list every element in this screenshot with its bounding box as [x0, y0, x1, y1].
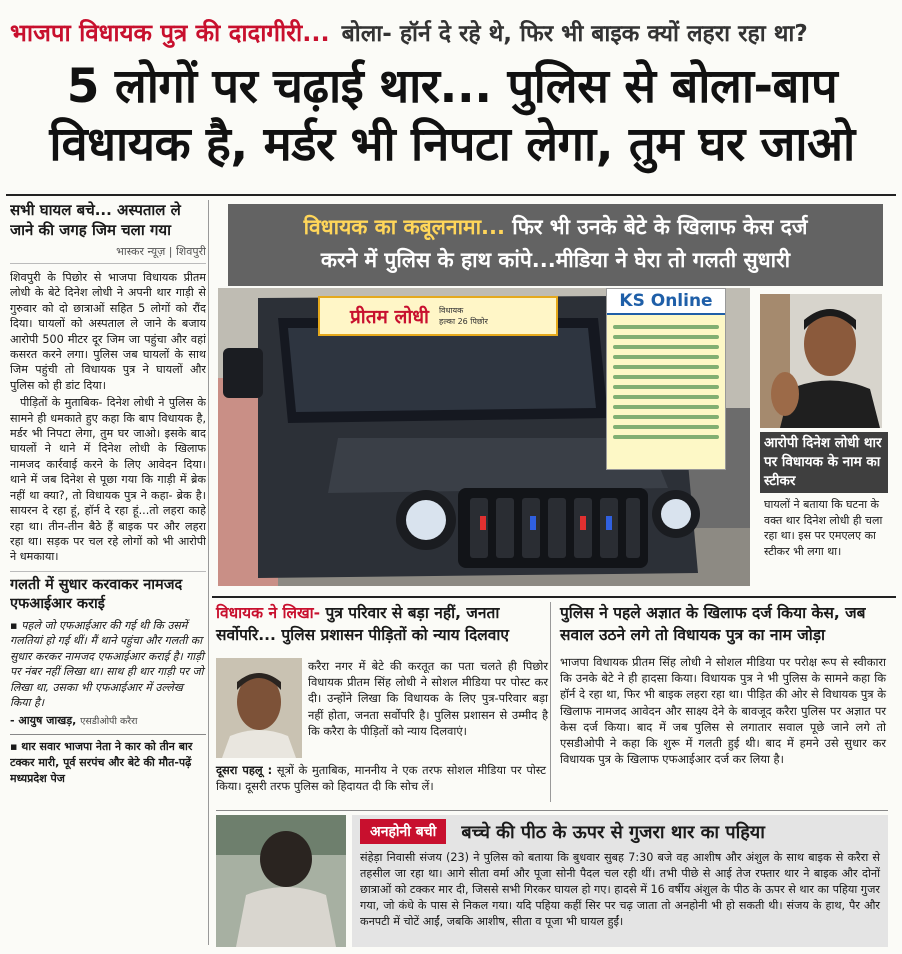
headline-line-1: 5 लोगों पर चढ़ाई थार... पुलिस से बोला-बाप: [66, 59, 838, 114]
banner-yellow: विधायक का कबूलनामा...: [303, 215, 505, 239]
sticker-role: विधायक हल्का 26 पिछोर: [438, 306, 488, 326]
accused-portrait-illustration: [760, 294, 882, 428]
headline-rule: [6, 194, 896, 196]
shop-sign: [606, 288, 726, 470]
sdop-quote: [10, 618, 206, 711]
byline: भास्कर न्यूज़ | शिवपुरी: [10, 244, 206, 264]
quote-text: पहले जो एफआईआर की गई थी कि उसमें गलतियां हो गई थीं। मैं थाने पहुंचा और गलती का सुधार करकर नामजद एफआईआर कराई है। गाड़ी पर नंबर नहीं लिखा था। साथ ही थार गाड़ी पर जो लिखा था, उसका भी एफआईआर में उल्लेख किया है।: [10, 618, 204, 710]
banner-line-1: [228, 211, 883, 244]
side-caption-title: आरोपी दिनेश लोधी थार पर विधायक के नाम का स्टीकर: [760, 432, 888, 493]
child-photo-illustration: [216, 815, 346, 947]
left-column: [10, 200, 206, 945]
mla-post-headline: [216, 602, 546, 646]
left-subhead: गलती में सुधार करवाकर नामजद एफआईआर कराई: [10, 571, 206, 614]
fir-story: [560, 602, 886, 767]
kicker-grey: बोला- हॉर्न दे रहे थे, फिर भी बाइक क्यों लहरा रहा था?: [341, 21, 808, 47]
related-teaser: [10, 734, 206, 787]
teaser-text: थार सवार भाजपा नेता ने कार को तीन बार टक्कर मारी, पूर्व सरपंच और बेटे की मौत-पढ़ें मध्यप्रदेश पेज: [10, 739, 193, 785]
sticker-name: प्रीतम लोधी: [350, 306, 429, 328]
mla-post-story: [216, 602, 548, 794]
side-caption: [760, 432, 888, 563]
fir-headline: पुलिस ने पहले अज्ञात के खिलाफ दर्ज किया केस, जब सवाल उठने लगे तो विधायक पुत्र का नाम जोड़ा: [560, 604, 866, 644]
mid-rule: [212, 596, 896, 598]
headline-line-2: विधायक है, मर्डर भी निपटा लेगा, तुम घर जाओ: [49, 117, 855, 172]
escape-box: [352, 815, 888, 947]
main-headline: [10, 58, 894, 174]
second-aspect: [216, 762, 546, 794]
grey-banner: [228, 204, 883, 286]
mla-sticker: [318, 296, 558, 336]
child-photo: [216, 815, 346, 947]
left-para-2: पीड़ितों के मुताबिक- दिनेश लोधी ने पुलिस के सामने ही धमकाते हुए कहा कि बाप विधायक है, मर्डर भी निपटा लेगा, तुम घर जाओ। इसके बाद घायलों ने थाने में दिनेश लोधी के खिलाफ नामजद कार्रवाई करने के लिए आवेदन दिया। थाने में जब दिनेश से पूछा गया कि गाड़ी में ब्रेक नहीं था क्या?, तो विधायक पुत्र ने कहा- ब्रेक है। सायरन दे रहा हूं, हॉर्न दे रहा हूं...तो लहरा काहे रहा था। तीन-तीन बैठे हैं बाइक पर और लहरा रहा था। सड़क पर चल रहे लोगों को भी आरोपी ने धमकाया।: [10, 396, 206, 564]
shop-sign-lines: [607, 315, 725, 449]
mla-portrait-illustration: [216, 658, 302, 758]
thar-photo: [218, 288, 750, 586]
bullet-icon: ▪: [10, 618, 22, 632]
mla-post-red: विधायक ने लिखा-: [216, 604, 321, 622]
escape-text: संहेड़ा निवासी संजय (23) ने पुलिस को बताया कि बुधवार सुबह 7:30 बजे वह आशीष और अंशुल के साथ बाइक से करैरा से तहसील जा रहा था। आगे सीता वर्मा और पूजा सोनी पैदल चल रही थीं। तभी पीछे से आई तेज रफ्तार थार ने बाइक और दोनों छात्राओं को टक्कर मार दी, जिससे सभी गिरकर घायल हो गए। हादसे में 16 वर्षीय अंशुल के पीठ के ऊपर से थार का पहिया गुजर गया, जो कंधे के पास से निकल गया। यदि पहिया कहीं सिर पर चढ़ जाता तो अनहोनी भी हो सकती थी। संजय के हाथ, पैर और कनपटी में चोटें आईं, जबकि आशीष, सीता व पूजा भी घायल हुईं।: [360, 851, 880, 928]
escape-story: [216, 810, 888, 946]
side-caption-body: घायलों ने बताया कि घटना के वक्त थार दिनेश लोधी ही चला रहा था। इस पर एमएलए का स्टीकर भी लगा था।: [764, 498, 883, 558]
column-divider: [208, 200, 209, 945]
banner-white-1: फिर भी उनके बेटे के खिलाफ केस दर्ज: [512, 215, 808, 239]
kicker-red: भाजपा विधायक पुत्र की दादागीरी...: [10, 18, 330, 47]
escape-tag: अनहोनी बची: [360, 819, 446, 844]
left-headline: सभी घायल बचे... अस्पताल ले जाने की जगह जिम चला गया: [10, 201, 181, 239]
escape-headline: बच्चे की पीठ के ऊपर से गुजरा थार का पहिया: [461, 821, 765, 843]
quote-signature: [10, 713, 206, 728]
left-para-1: शिवपुरी के पिछोर से भाजपा विधायक प्रीतम लोधी के बेटे दिनेश लोधी ने अपनी थार गाड़ी से गुरुवार को दो छात्राओं सहित 5 लोगों को रौंद दिया। घायलों को अस्पताल ले जाने के बजाय आरोपी 500 मीटर दूर जिम जा पहुंचा और वहां कसरत करने लगा। पुलिस जब घायलों के साथ जिम पहुंची तो विधायक पुत्र ने घायलों और पुलिस को ही डांट दिया।: [10, 271, 206, 392]
second-aspect-label: दूसरा पहलू :: [216, 763, 273, 777]
accused-portrait: [760, 294, 882, 428]
story-divider: [550, 602, 551, 802]
sig-role: एसडीओपी करैरा: [80, 715, 138, 727]
mla-portrait: [216, 658, 302, 758]
mla-post-text: करैरा नगर में बेटे की करतूत का पता चलते ही पिछोर विधायक प्रीतम सिंह लोधी ने सोशल मीडिया पर पोस्ट कर दी। उन्होंने लिखा कि विधायक के लिए पुत्र-परिवार बड़ा नहीं होता, जनता सर्वोपरि है। पुलिस प्रशासन से उम्मीद है कि करैरा के पीड़ितों को न्याय दिलवाएं।: [308, 659, 548, 738]
bullet-icon: ▪: [10, 739, 22, 753]
mla-post-head-rest: पुत्र परिवार से बड़ा नहीं, जनता सर्वोपरि... पुलिस प्रशासन पीड़ितों को न्याय दिलवाए: [216, 604, 509, 644]
fir-text: भाजपा विधायक प्रीतम सिंह लोधी ने सोशल मीडिया पर परोक्ष रूप से स्वीकारा कि उनके बेटे ने ही हादसा किया। विधायक पुत्र ने भी पुलिस के सामने कहा कि हॉर्न दे रहा था, फिर भी बाइक लहरा रहा था। पीड़ित की ओर से विधायक पुत्र के खिलाफ नामजद आवेदन और साक्ष्य देने के बावजूद करैरा पुलिस पर अज्ञात पर केस दर्ज किया। बाद में जब पुलिस से लगातार सवाल पूछे जाने लगे तो एसडीओपी ने कहा कि शुरू में गलती हुई थी। बाद में हमने उसे सुधार कर विधायक पुत्र के खिलाफ एफआईआर दर्ज कर लिया है।: [560, 655, 886, 767]
second-aspect-text: सूत्रों के मुताबिक, माननीय ने एक तरफ सोशल मीडिया पर पोस्ट किया। दूसरी तरफ पुलिस को हिदायत दी कि सोच लें।: [216, 763, 546, 794]
banner-line-2: करने में पुलिस के हाथ कांपे...मीडिया ने घेरा तो गलती सुधारी: [320, 248, 791, 272]
shop-sign-title: KS Online: [607, 289, 725, 315]
kicker-line: [10, 10, 894, 54]
sig-name: - आयुष जाखड़,: [10, 713, 77, 727]
